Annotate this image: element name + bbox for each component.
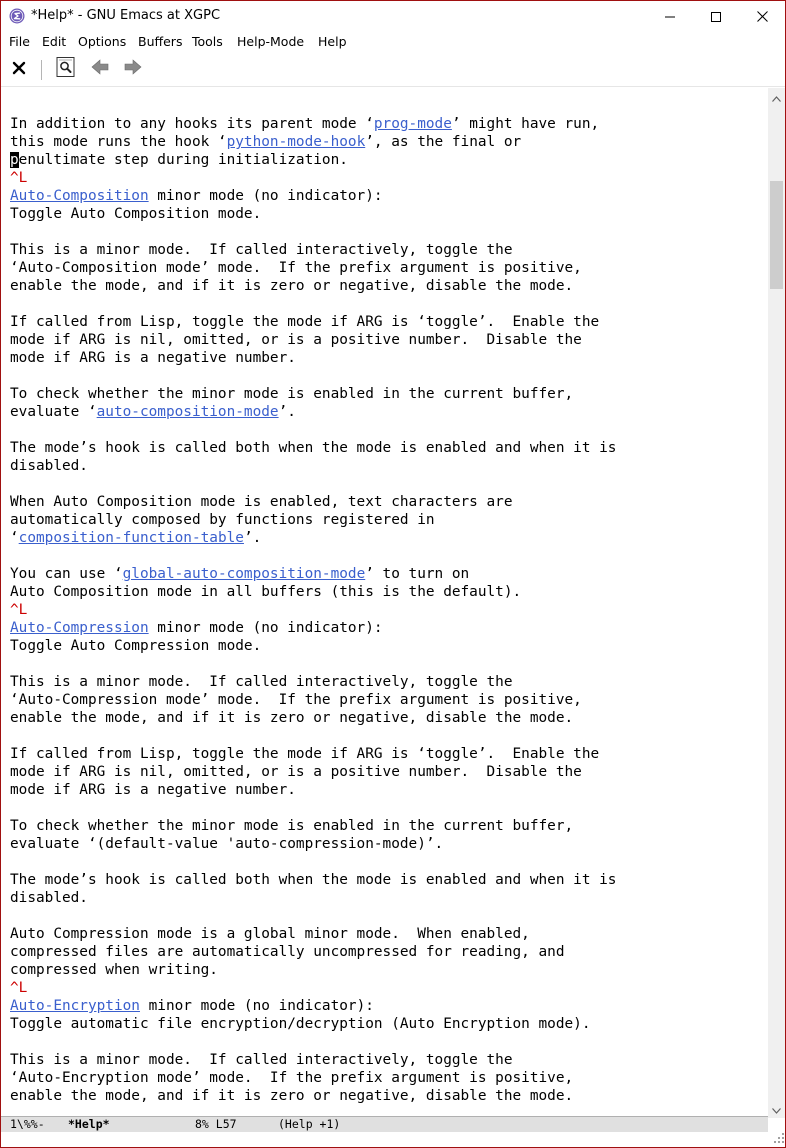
- buffer-text-run: ‘: [10, 530, 19, 546]
- menu-help[interactable]: Help: [318, 34, 347, 49]
- buffer-text-run: The mode’s hook is called both when the mode is enabled and when it is: [10, 440, 617, 456]
- buffer-line: [10, 943, 565, 961]
- buffer-text-run: disabled.: [10, 458, 88, 474]
- buffer-text-run: In addition to any hooks its parent mode ‘: [10, 116, 374, 132]
- minimize-icon: [665, 7, 675, 26]
- buffer-text-run: ‘Auto-Encryption mode’ mode. If the prefix argument is positive,: [10, 1070, 574, 1086]
- buffer-text-run: mode if ARG is nil, omitted, or is a positive number. Disable the: [10, 332, 582, 348]
- buffer-line: [10, 1087, 573, 1105]
- buffer-line: [10, 781, 296, 799]
- buffer-text-run: Auto Compression mode is a global minor mode. When enabled,: [10, 926, 530, 942]
- buffer-line: [10, 1015, 590, 1033]
- menu-tools[interactable]: Tools: [192, 34, 223, 49]
- buffer-text-run: evaluate ‘(default-value 'auto-compression-mode)’.: [10, 836, 444, 852]
- help-link[interactable]: composition-function-table: [18, 530, 244, 546]
- buffer-line: [10, 187, 383, 205]
- buffer-text-run: ‘Auto-Composition mode’ mode. If the prefix argument is positive,: [10, 260, 582, 276]
- forward-button[interactable]: [121, 57, 145, 81]
- buffer-line: [10, 349, 296, 367]
- buffer-text-run: If called from Lisp, toggle the mode if ARG is ‘toggle’. Enable the: [10, 314, 600, 330]
- buffer-text-run: ‘Auto-Compression mode’ mode. If the prefix argument is positive,: [10, 692, 582, 708]
- close-buffer-icon: [12, 60, 26, 79]
- buffer-text-run: mode if ARG is a negative number.: [10, 350, 296, 366]
- buffer-line: [10, 511, 435, 529]
- buffer-text-run: compressed files are automatically uncompressed for reading, and: [10, 944, 565, 960]
- buffer-line: [10, 709, 573, 727]
- buffer-text-run: ’, as the final or: [365, 134, 522, 150]
- buffer-text-run: Auto Composition mode in all buffers (this is the default).: [10, 584, 522, 600]
- buffer-text-run: enable the mode, and if it is zero or negative, disable the mode.: [10, 1088, 574, 1104]
- scroll-down-button[interactable]: [768, 1100, 785, 1117]
- buffer-line: [10, 259, 582, 277]
- buffer-text-run: Toggle Auto Composition mode.: [10, 206, 262, 222]
- help-link[interactable]: Auto-Encryption: [10, 998, 140, 1014]
- help-link[interactable]: Auto-Composition: [10, 188, 149, 204]
- buffer-line: [10, 745, 599, 763]
- close-button[interactable]: [739, 1, 785, 32]
- buffer-text-run: minor mode (no indicator):: [148, 188, 383, 204]
- buffer-line: [10, 115, 599, 133]
- menu-file[interactable]: File: [9, 34, 30, 49]
- buffer-line: [10, 925, 530, 943]
- menu-help-mode[interactable]: Help-Mode: [237, 34, 305, 49]
- buffer-line: [10, 565, 469, 583]
- buffer-line: [10, 835, 443, 853]
- scroll-up-button[interactable]: [768, 88, 785, 105]
- buffer-text-run: minor mode (no indicator):: [139, 998, 374, 1014]
- buffer-line: [10, 979, 27, 997]
- buffer-text-run: automatically composed by functions registered in: [10, 512, 435, 528]
- buffer-line: [10, 1069, 573, 1087]
- buffer-text-run: This is a minor mode. If called interactively, toggle the: [10, 674, 513, 690]
- buffer-line: [10, 403, 296, 421]
- menu-buffers[interactable]: Buffers: [138, 34, 183, 49]
- mode-line[interactable]: [1, 1116, 768, 1132]
- buffer-line: [10, 133, 521, 151]
- buffer-line: [10, 763, 582, 781]
- buffer-text-run: enable the mode, and if it is zero or negative, disable the mode.: [10, 710, 574, 726]
- buffer-line: [10, 493, 513, 511]
- buffer-line: [10, 997, 374, 1015]
- buffer-text-run: disabled.: [10, 890, 88, 906]
- buffer-line: [10, 637, 261, 655]
- buffer-line: [10, 205, 261, 223]
- back-arrow-icon: [91, 59, 109, 79]
- menu-edit[interactable]: Edit: [42, 34, 67, 49]
- forward-arrow-icon: [124, 59, 142, 79]
- buffer-text-run: evaluate ‘: [10, 404, 97, 420]
- buffer-line: [10, 529, 261, 547]
- buffer-line: [10, 961, 218, 979]
- buffer-line: [10, 889, 88, 907]
- buffer-text-run: ’ might have run,: [451, 116, 600, 132]
- buffer-line: [10, 385, 573, 403]
- buffer-line: [10, 169, 27, 187]
- menu-options[interactable]: Options: [78, 34, 127, 49]
- buffer-text-run: ’.: [278, 404, 296, 420]
- buffer-text-run: ’.: [243, 530, 262, 546]
- help-link[interactable]: python-mode-hook: [226, 134, 366, 150]
- maximize-button[interactable]: [693, 1, 739, 32]
- buffer-line: [10, 673, 513, 691]
- page-break-marker: ^L: [10, 170, 28, 186]
- buffer-text-run: This is a minor mode. If called interactively, toggle the: [10, 242, 513, 258]
- buffer-text-run: enultimate step during initialization.: [18, 152, 348, 168]
- buffer-text-run: If called from Lisp, toggle the mode if ARG is ‘toggle’. Enable the: [10, 746, 600, 762]
- buffer-line: [10, 601, 27, 619]
- buffer-text-run: mode if ARG is nil, omitted, or is a positive number. Disable the: [10, 764, 582, 780]
- buffer-line: [10, 583, 521, 601]
- minimize-button[interactable]: [647, 1, 693, 32]
- search-icon: [55, 56, 77, 82]
- buffer-line: [10, 871, 616, 889]
- help-link[interactable]: Auto-Compression: [10, 620, 149, 636]
- resize-grip[interactable]: [768, 1132, 785, 1148]
- buffer-text-run: When Auto Composition mode is enabled, text characters are: [10, 494, 513, 510]
- buffer-text-run: To check whether the minor mode is enabled in the current buffer,: [10, 386, 574, 402]
- buffer-text-run: compressed when writing.: [10, 962, 218, 978]
- title-bar[interactable]: [1, 1, 785, 32]
- close-icon: [757, 7, 768, 26]
- buffer-text-run: ’ to turn on: [365, 566, 470, 582]
- buffer-text-run: minor mode (no indicator):: [148, 620, 383, 636]
- scrollbar-thumb[interactable]: [770, 181, 783, 289]
- search-button[interactable]: [54, 57, 78, 81]
- buffer-line: [10, 619, 383, 637]
- close-buffer-button[interactable]: [7, 57, 31, 81]
- buffer-line: [10, 439, 616, 457]
- window-title: *Help* - GNU Emacs at XGPC: [31, 8, 221, 23]
- buffer-line: [10, 313, 599, 331]
- buffer-text-run: this mode runs the hook ‘: [10, 134, 227, 150]
- modeline-status: 1\%%-: [10, 1117, 45, 1131]
- echo-area[interactable]: [1, 1132, 785, 1148]
- help-buffer-text[interactable]: [1, 88, 767, 1115]
- page-break-marker: ^L: [10, 602, 28, 618]
- text-cursor: p: [10, 152, 19, 168]
- modeline-buffer-name[interactable]: *Help*: [68, 1117, 110, 1131]
- menu-bar: [1, 32, 785, 52]
- vertical-scrollbar[interactable]: [768, 88, 785, 1118]
- modeline-major-mode[interactable]: (Help +1): [278, 1117, 341, 1131]
- tool-bar: [1, 52, 785, 87]
- buffer-text-run: This is a minor mode. If called interactively, toggle the: [10, 1052, 513, 1068]
- buffer-line: [10, 277, 573, 295]
- buffer-line: [10, 817, 573, 835]
- chevron-up-icon: [772, 87, 781, 106]
- maximize-icon: [711, 7, 721, 26]
- page-break-marker: ^L: [10, 980, 28, 996]
- buffer-text-run: The mode’s hook is called both when the mode is enabled and when it is: [10, 872, 617, 888]
- buffer-line: [10, 331, 582, 349]
- resize-grip-icon: [773, 1129, 785, 1148]
- buffer-text-run: enable the mode, and if it is zero or negative, disable the mode.: [10, 278, 574, 294]
- buffer-line: [10, 691, 582, 709]
- back-button[interactable]: [88, 57, 112, 81]
- modeline-position: 8% L57: [195, 1117, 237, 1131]
- buffer-text-run: Toggle Auto Compression mode.: [10, 638, 262, 654]
- buffer-text-run: mode if ARG is a negative number.: [10, 782, 296, 798]
- help-link[interactable]: global-auto-composition-mode: [122, 566, 366, 582]
- help-link[interactable]: prog-mode: [373, 116, 452, 132]
- buffer-line: [10, 1051, 513, 1069]
- help-link[interactable]: auto-composition-mode: [96, 404, 279, 420]
- buffer-text-run: Toggle automatic file encryption/decryption (Auto Encryption mode).: [10, 1016, 591, 1032]
- buffer-line: [10, 151, 348, 169]
- buffer-text-run: To check whether the minor mode is enabled in the current buffer,: [10, 818, 574, 834]
- buffer-line: [10, 241, 513, 259]
- toolbar-separator: [41, 60, 42, 80]
- buffer-line: [10, 457, 88, 475]
- buffer-text-run: You can use ‘: [10, 566, 123, 582]
- emacs-icon: [9, 8, 25, 24]
- chevron-down-icon: [772, 1099, 781, 1118]
